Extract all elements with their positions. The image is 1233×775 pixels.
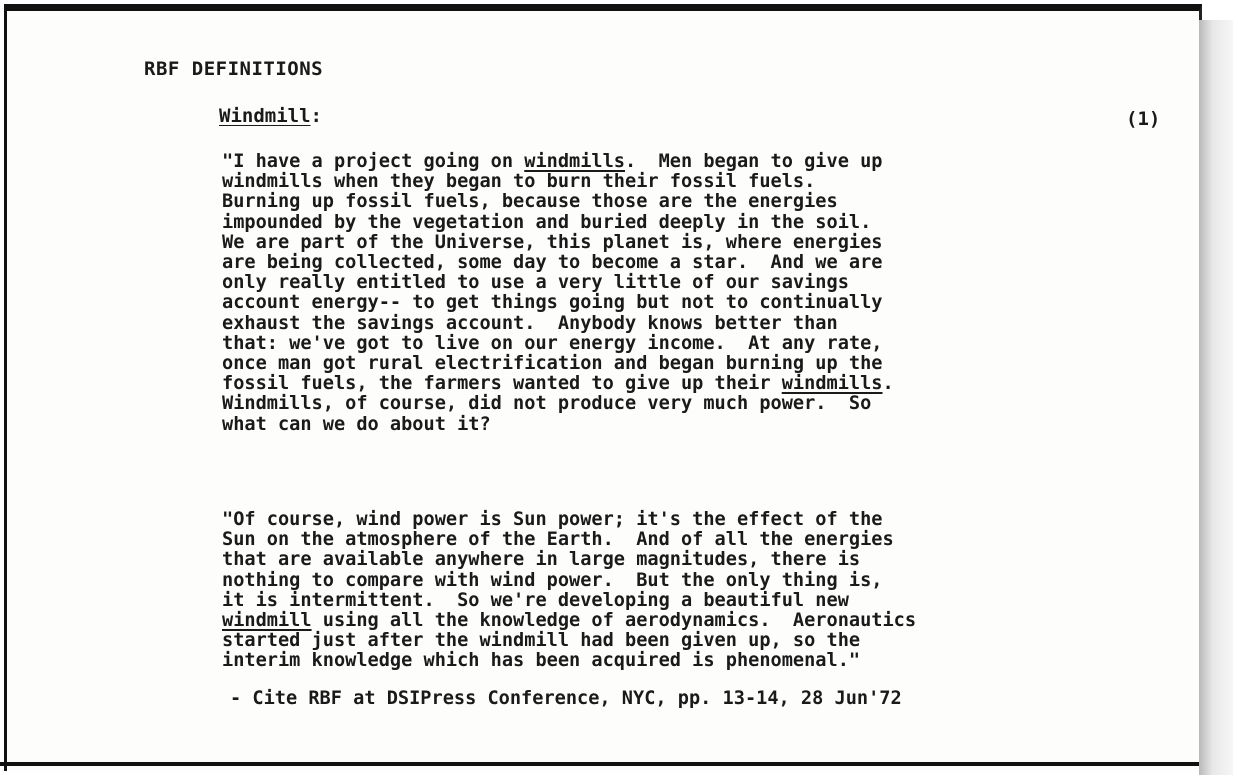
text-line [222, 354, 1112, 374]
text-line [222, 550, 1112, 570]
line-text: account energy-- to get things going but not to continually [222, 292, 883, 314]
text-line [222, 651, 1112, 671]
line-text: impounded by the vegetation and buried deeply in the soil. [222, 211, 872, 233]
line-text: Burning up fossil fuels, because those are the energies [222, 191, 838, 213]
citation: - Cite RBF at DSIPress Conference, NYC, pp. 13-14, 28 Jun'72 [230, 688, 902, 709]
line-text: it is intermittent. So we're developing a beautiful new [222, 589, 849, 611]
line-text: are being collected, some day to become a star. And we are [222, 252, 883, 274]
text-line [222, 152, 1112, 172]
line-text: "Of course, wind power is Sun power; it's the effect of the [222, 509, 883, 530]
line-text: Windmills, of course, did not produce very much power. So [222, 393, 872, 415]
line-text: . Men began to give up [625, 151, 883, 172]
text-line [222, 611, 1112, 631]
card-bottom-border [0, 762, 1233, 766]
line-text: fossil fuels, the farmers wanted to give up their [222, 373, 782, 395]
line-text: We are part of the Universe, this planet is, where energies [222, 231, 883, 253]
text-line [222, 233, 1112, 253]
line-text: what can we do about it? [222, 413, 491, 435]
page-title: RBF DEFINITIONS [144, 58, 324, 80]
underlined-word: windmills [524, 151, 625, 172]
text-line [222, 213, 1112, 233]
line-text: started just after the windmill had been given up, so the [222, 630, 861, 652]
text-line [222, 415, 1112, 435]
underlined-word: windmills [781, 373, 883, 395]
underlined-word: windmill [222, 610, 312, 632]
line-text: that: we've got to live on our energy income. At any rate, [222, 332, 883, 354]
text-line [222, 394, 1112, 414]
text-line [222, 273, 1112, 293]
line-text: nothing to compare with wind power. But the only thing is, [222, 569, 883, 591]
term-colon: : [310, 105, 322, 127]
line-text: only really entitled to use a very little of our savings [222, 272, 849, 294]
line-text: using all the knowledge of aerodynamics. Aeronautics [311, 610, 917, 632]
line-text: . [882, 373, 894, 395]
text-line [222, 510, 1112, 530]
quote-paragraph-2 [222, 510, 1112, 672]
line-text: once man got rural electrification and began burning up the [222, 353, 883, 375]
quote-paragraph-1 [222, 152, 1112, 435]
text-line [222, 314, 1112, 334]
line-text: windmills when they began to burn their fossil fuels. [222, 171, 816, 193]
text-line [222, 192, 1112, 212]
card-number: (1) [1126, 108, 1161, 130]
line-text: Sun on the atmosphere of the Earth. And of all the energies [222, 529, 894, 551]
term-word: Windmill [219, 105, 311, 127]
page-edge-shadow [1199, 20, 1233, 775]
line-text: interim knowledge which has been acquired is phenomenal." [222, 650, 861, 672]
text-line [222, 334, 1112, 354]
text-line [222, 631, 1112, 651]
text-line [222, 591, 1112, 611]
text-line [222, 571, 1112, 591]
term-heading [219, 105, 322, 127]
text-line [222, 253, 1112, 273]
text-line [222, 374, 1112, 394]
line-text: "I have a project going on [222, 151, 525, 172]
line-text: that are available anywhere in large magnitudes, there is [222, 549, 861, 571]
text-line [222, 293, 1112, 313]
line-text: exhaust the savings account. Anybody knows better than [222, 312, 838, 334]
text-line [222, 530, 1112, 550]
text-line [222, 172, 1112, 192]
